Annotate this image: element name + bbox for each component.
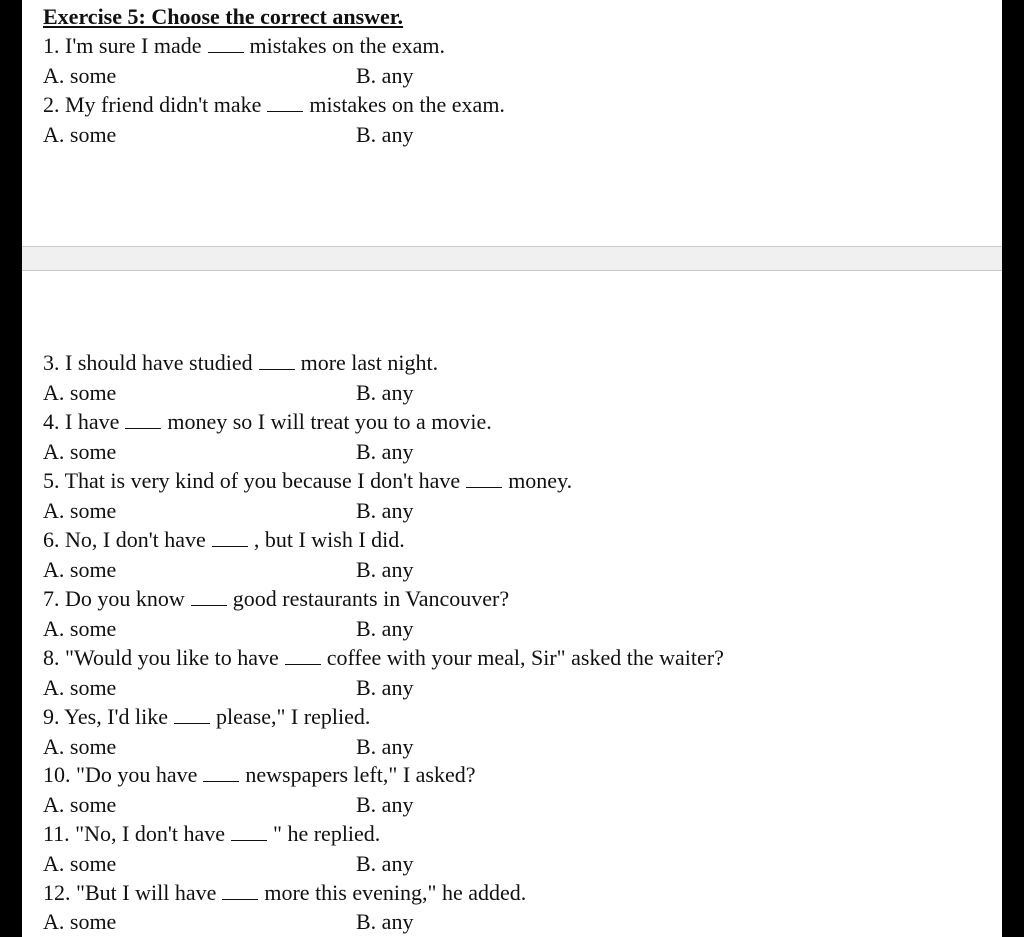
question-text: mistakes on the exam.	[309, 92, 505, 117]
document-page-2	[22, 271, 1002, 937]
question-1	[43, 33, 445, 59]
answer-blank	[174, 705, 210, 724]
option-b: B. any	[356, 675, 414, 700]
option-a: A. some	[43, 734, 117, 759]
option-a: A. some	[43, 63, 117, 88]
option-a: A. some	[43, 380, 117, 405]
answer-blank	[203, 763, 239, 782]
answer-blank	[466, 469, 502, 488]
question-text: 5. That is very kind of you because I don't have	[43, 468, 461, 493]
option-a: A. some	[43, 851, 117, 876]
question-text: 6. No, I don't have	[43, 527, 206, 552]
option-b: B. any	[356, 498, 414, 523]
exercise-title: Exercise 5: Choose the correct answer.	[43, 4, 404, 29]
question-6	[43, 527, 405, 553]
question-text: mistakes on the exam.	[249, 33, 446, 58]
question-text: 8. "Would you like to have	[43, 645, 279, 670]
option-a: A. some	[43, 675, 117, 700]
answer-blank	[125, 410, 161, 429]
option-a: A. some	[43, 122, 117, 147]
question-text: " he replied.	[272, 821, 381, 846]
option-b: B. any	[356, 380, 414, 405]
question-10	[43, 762, 476, 788]
question-text: more this evening," he added.	[264, 880, 527, 905]
option-b: B. any	[356, 909, 414, 934]
question-5	[43, 468, 572, 494]
question-text: more last night.	[300, 350, 439, 375]
question-text: 12. "But I will have	[43, 880, 217, 905]
answer-blank	[222, 881, 258, 900]
question-text: 10. "Do you have	[43, 762, 198, 787]
option-b: B. any	[356, 616, 414, 641]
question-text: good restaurants in Vancouver?	[232, 586, 510, 611]
option-a: A. some	[43, 792, 117, 817]
option-a: A. some	[43, 439, 117, 464]
question-text: 4. I have	[43, 409, 120, 434]
option-a: A. some	[43, 557, 117, 582]
answer-blank	[208, 34, 244, 53]
question-2	[43, 92, 505, 118]
option-b: B. any	[356, 63, 414, 88]
option-b: B. any	[356, 557, 414, 582]
question-text: 3. I should have studied	[43, 350, 253, 375]
question-text: money.	[508, 468, 573, 493]
question-7	[43, 586, 509, 612]
option-a: A. some	[43, 498, 117, 523]
question-9	[43, 704, 370, 730]
question-text: 11. "No, I don't have	[43, 821, 225, 846]
question-text: please," I replied.	[215, 704, 371, 729]
document-page-1	[22, 0, 1002, 246]
option-a: A. some	[43, 616, 117, 641]
question-4	[43, 409, 492, 435]
option-b: B. any	[356, 734, 414, 759]
question-8	[43, 645, 724, 671]
page-break	[22, 246, 1002, 271]
answer-blank	[259, 351, 295, 370]
question-text: 1. I'm sure I made	[43, 33, 202, 58]
question-text: money so I will treat you to a movie.	[167, 409, 492, 434]
option-b: B. any	[356, 439, 414, 464]
question-text: newspapers left," I asked?	[245, 762, 476, 787]
question-text: coffee with your meal, Sir" asked the waiter?	[326, 645, 724, 670]
answer-blank	[285, 646, 321, 665]
question-text: 9. Yes, I'd like	[43, 704, 168, 729]
option-b: B. any	[356, 792, 414, 817]
question-11	[43, 821, 380, 847]
question-12	[43, 880, 526, 906]
option-b: B. any	[356, 122, 414, 147]
answer-blank	[191, 587, 227, 606]
question-text: , but I wish I did.	[253, 527, 405, 552]
option-b: B. any	[356, 851, 414, 876]
option-a: A. some	[43, 909, 117, 934]
answer-blank	[267, 93, 303, 112]
question-text: 7. Do you know	[43, 586, 185, 611]
answer-blank	[212, 528, 248, 547]
question-3	[43, 350, 438, 376]
answer-blank	[231, 822, 267, 841]
question-text: 2. My friend didn't make	[43, 92, 262, 117]
